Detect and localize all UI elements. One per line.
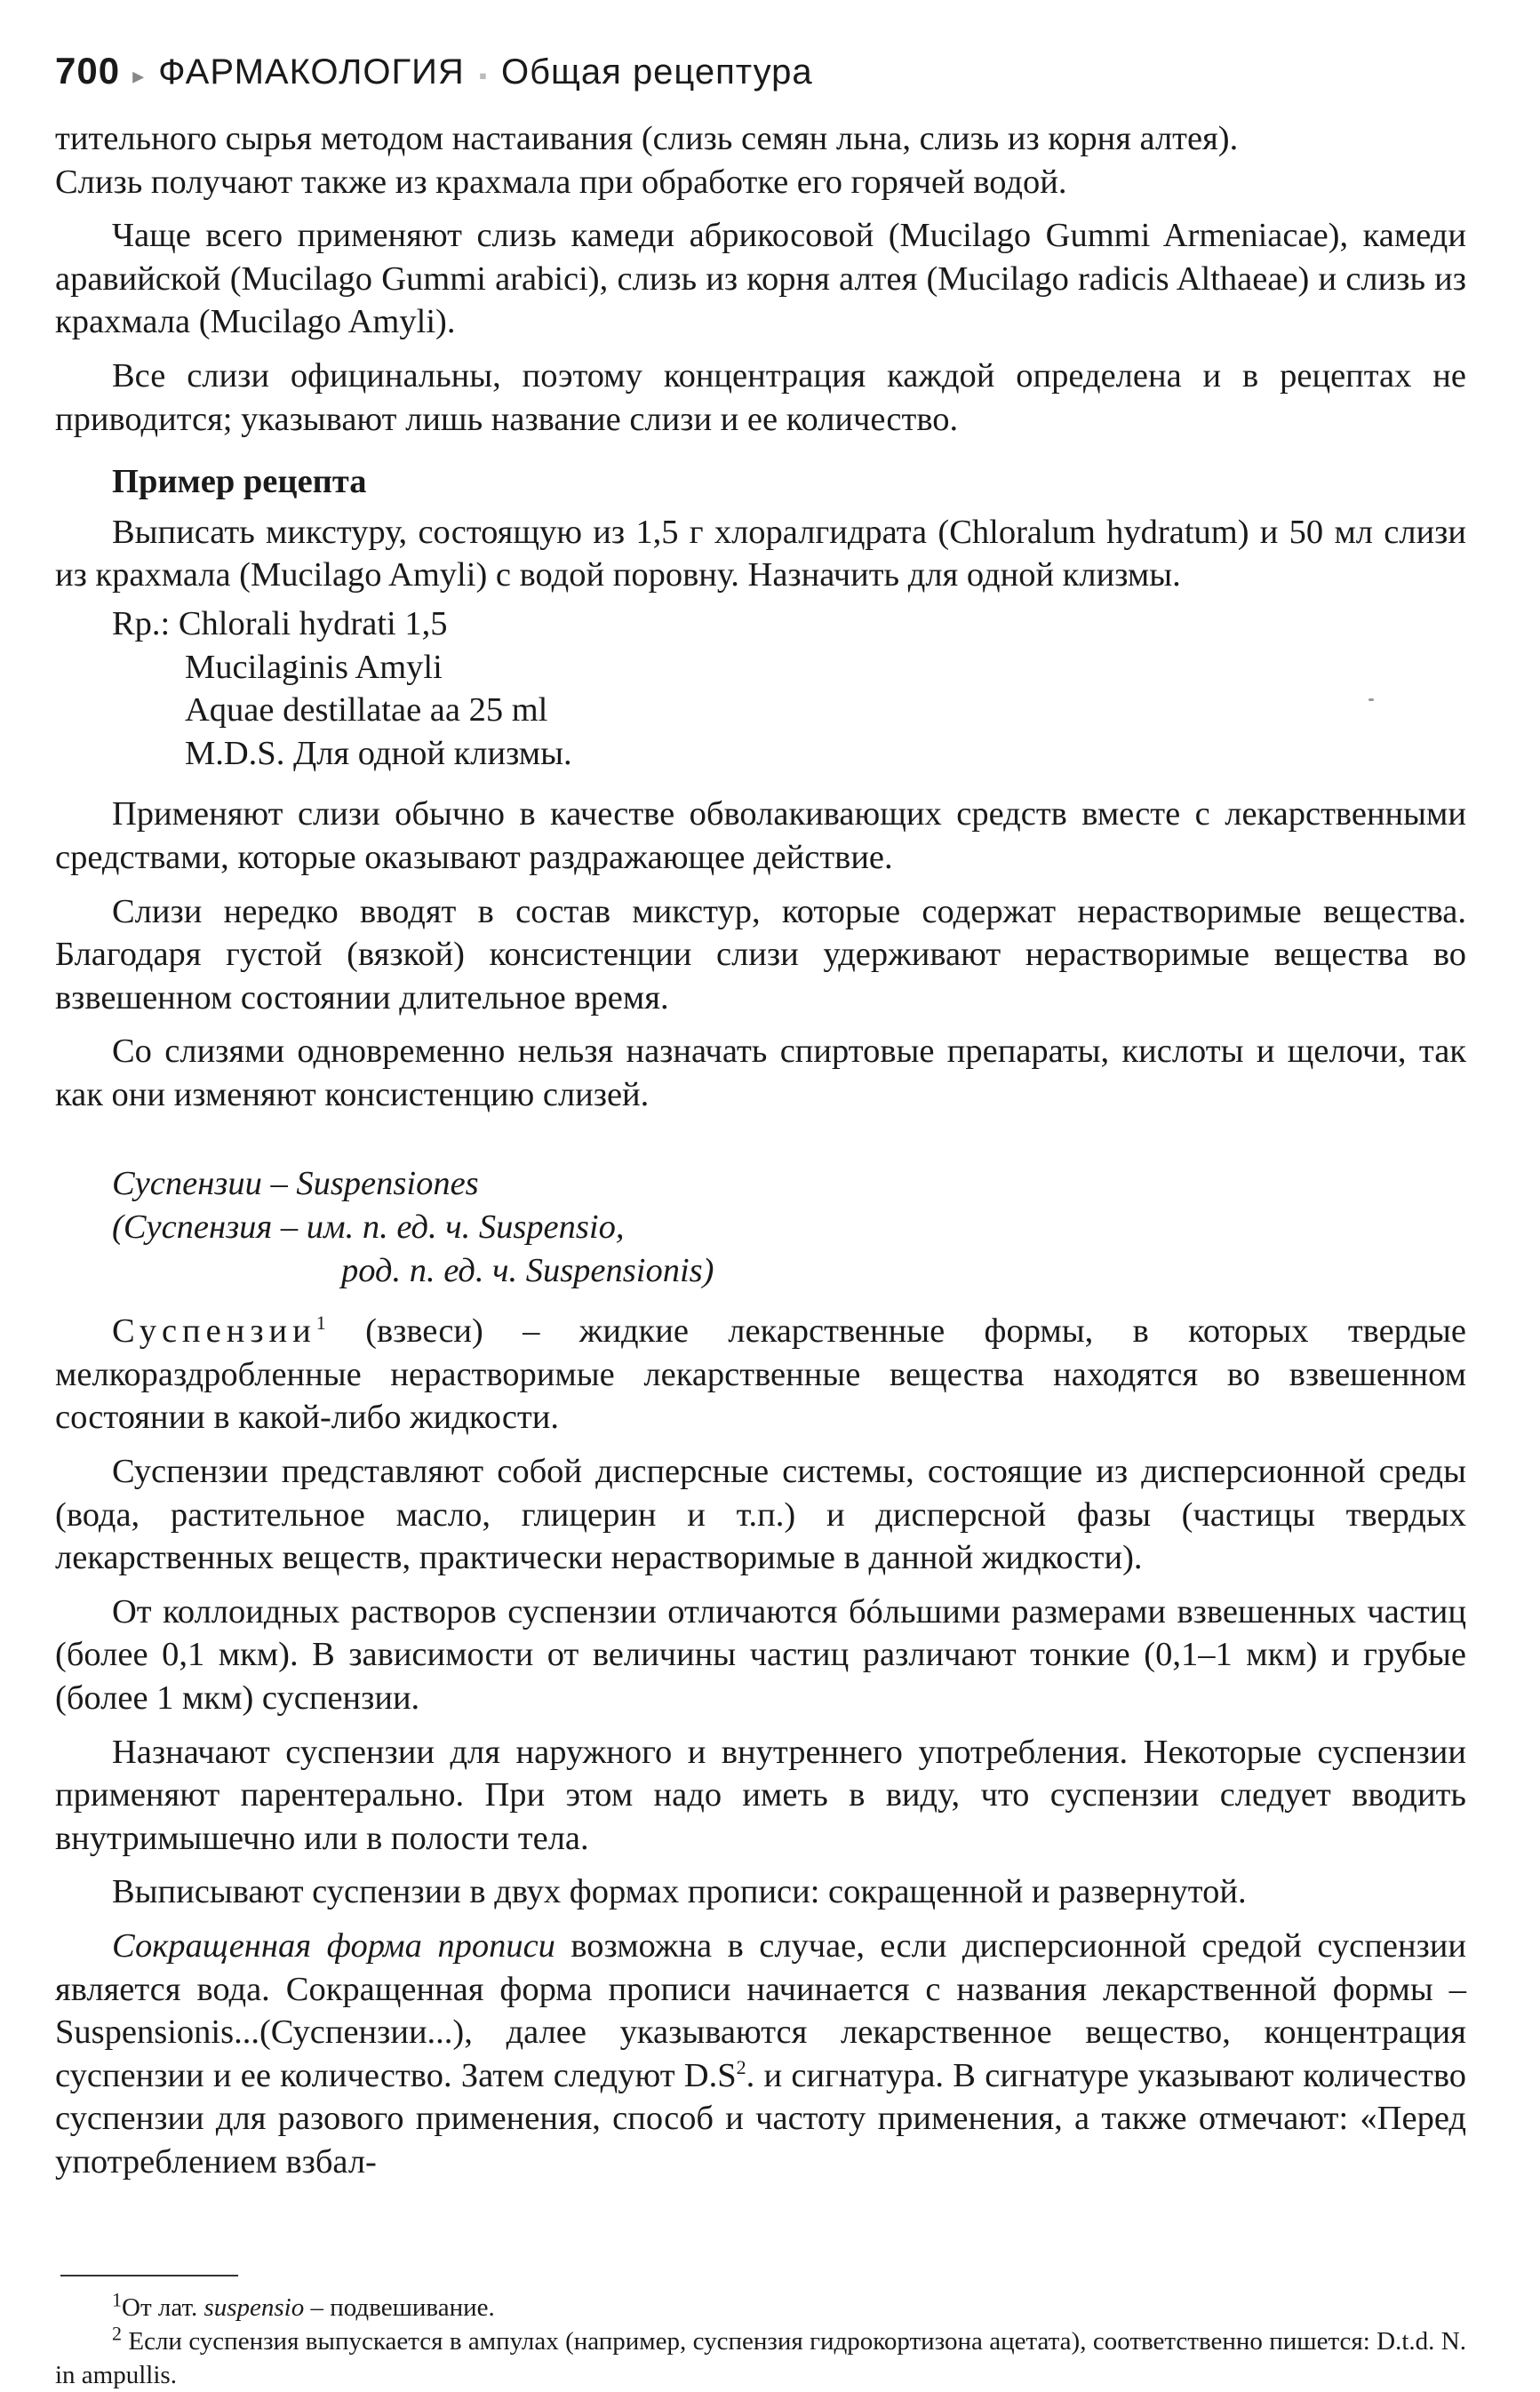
header-separator: ▪ <box>478 62 487 89</box>
paragraph-text: возможна в случае, если дисперсионной средой суспензии является вода. Сокращенная форма прописи начинается с названия лекарственной формы – Suspensionis...(Суспензии...), далее указываются лекарственное вещество, концентрация суспензии и ее количество. Затем следуют D.S <box>55 1926 1466 2094</box>
paragraph: Назначают суспензии для наружного и внутреннего употребления. Некоторые суспензии применяют парентерально. При этом надо иметь в виду, что суспензии следует вводить внутримышечно или в полости тела. <box>55 1733 1466 1857</box>
page-number: 700 <box>55 50 121 92</box>
paragraph: От коллоидных растворов суспензии отличаются бóльшими размерами взвешенных частиц (более 0,1 мкм). В зависимости от величины частиц различают тонкие (0,1–1 мкм) и грубые (более 1 мкм) суспензии. <box>55 1592 1466 1717</box>
footnote-text: От лат. <box>122 2293 204 2322</box>
prescription-line: M.D.S. Для одной клизмы. <box>185 734 572 772</box>
paragraph <box>55 1310 1466 1439</box>
footnotes <box>55 2288 1466 2392</box>
paragraph: Суспензии представляют собой дисперсные системы, состоящие из дисперсионной среды (вода, растительное масло, глицерин и т.п.) и дисперсной фазы (частицы твердых лекарственных веществ, практически нерастворимые в данной жидкости). <box>55 1453 1466 1577</box>
footnote-latin-word: suspensio <box>203 2293 305 2322</box>
prescription-block <box>55 602 1466 775</box>
section-title <box>55 1162 1466 1292</box>
paragraph: Применяют слизи обычно в качестве обволакивающих средств вместе с лекарственными средствами, которые оказывают раздражающее действие. <box>55 795 1466 876</box>
paragraph-text: (взвеси) – жидкие лекарственные формы, в которых твердые мелкораздробленные нерастворимые лекарственные вещества находятся во взвешенном состоянии в какой-либо жидкости. <box>55 1312 1466 1437</box>
page-body <box>55 117 1466 2184</box>
footnote-text: Если суспензия выпускается в ампулах (например, суспензия гидрокортизона ацетата), соответственно пишется: D.t.d. N. in ampullis. <box>55 2327 1466 2389</box>
section-title-line: (Суспензия – им. п. ед. ч. Suspensio, <box>112 1208 625 1247</box>
footnote-text: – подвешивание. <box>304 2293 495 2322</box>
prescription-line: Mucilaginis Amyli <box>185 648 443 686</box>
paragraph: Выписать микстуру, состоящую из 1,5 г хлоралгидрата (Chloralum hydratum) и 50 мл слизи из крахмала (Mucilago Amyli) с водой поровну. Назначить для одной клизмы. <box>55 513 1466 594</box>
paragraph: Слизи нередко вводят в состав микстур, которые содержат нерастворимые вещества. Благодаря густой (вязкой) консистенции слизи удерживают нерастворимые вещества во взвешенном состоянии длительное время. <box>55 892 1466 1017</box>
example-heading: Пример рецепта <box>112 463 367 501</box>
paragraph-continuation-2: Слизь получают также из крахмала при обработке его горячей водой. <box>55 163 1067 201</box>
footnote-mark: 2 <box>112 2322 122 2345</box>
paragraph: Все слизи официнальны, поэтому концентрация каждой определена и в рецептах не приводится; указывают лишь название слизи и ее количество. <box>55 356 1466 438</box>
footnote-ref: 2 <box>736 2055 746 2078</box>
header-section: ФАРМАКОЛОГИЯ <box>158 52 465 92</box>
prescription-line: Rp.: Chlorali hydrati 1,5 <box>112 604 448 642</box>
footnote-divider <box>60 2275 238 2276</box>
footnote <box>55 2324 1466 2392</box>
paragraph-continuation: тительного сырья методом настаивания (слизь семян льна, слизь из корня алтея). <box>55 120 1239 157</box>
paragraph: Со слизями одновременно нельзя назначать спиртовые препараты, кислоты и щелочи, так как они изменяют консистенцию слизей. <box>55 1033 1466 1113</box>
paragraph <box>55 1925 1466 2184</box>
paragraph-text: . и сигнатура. В сигнатуре указывают количество суспензии для разового применения, способ и частоту применения, а также отмечают: «Перед употреблением взбал- <box>55 2056 1466 2181</box>
paragraph: Выписывают суспензии в двух формах прописи: сокращенной и развернутой. <box>112 1873 1247 1911</box>
term-suspensions: Суспензии <box>112 1312 316 1351</box>
section-title-line: Суспензии – Suspensiones <box>112 1165 479 1203</box>
prescription-line: Aquae destillatae aa 25 ml <box>185 691 548 730</box>
header-separator: ▸ <box>132 62 145 89</box>
section-title-line: род. п. ед. ч. Suspensionis) <box>341 1251 714 1289</box>
running-header <box>55 50 1477 103</box>
term-short-form: Сокращенная форма прописи <box>112 1926 555 1965</box>
footnote-mark: 1 <box>112 2288 122 2311</box>
scan-speck <box>1368 698 1374 701</box>
header-subsection: Общая рецептура <box>500 52 813 92</box>
footnote <box>55 2288 1466 2324</box>
footnote-ref: 1 <box>315 1312 326 1335</box>
paragraph: Чаще всего применяют слизь камеди абрикосовой (Mucilago Gummi Armeniacae), камеди аравийской (Mucilago Gummi arabici), слизь из корня алтея (Mucilago radicis Althaeae) и слизь из крахмала (Mucilago Amyli). <box>55 217 1466 341</box>
